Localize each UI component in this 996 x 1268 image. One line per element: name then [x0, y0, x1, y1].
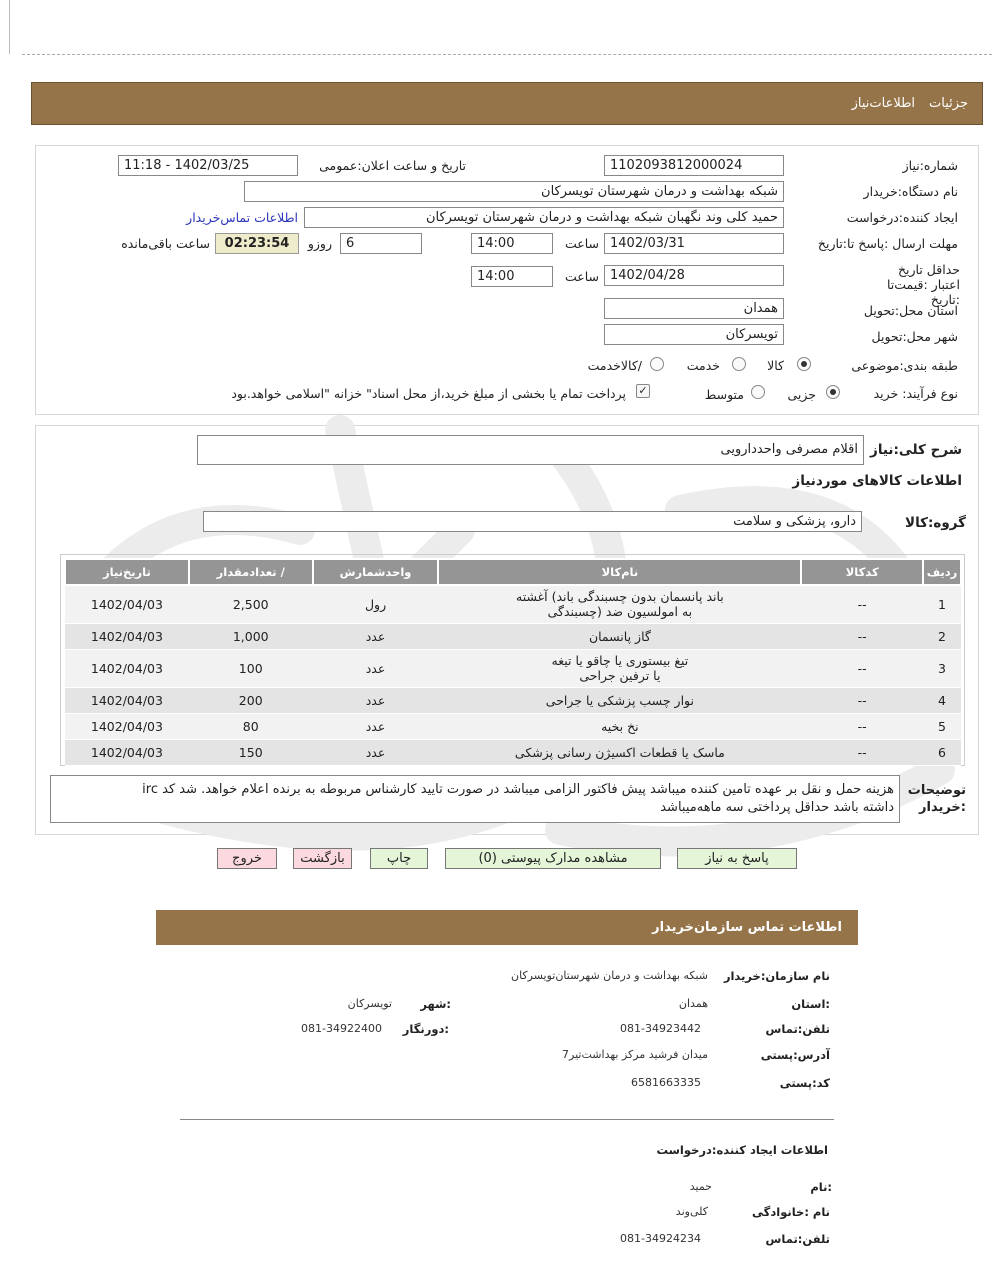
col-unit: واحدشمارش: [313, 559, 439, 585]
treasury-payment-checkbox[interactable]: ✓: [636, 384, 650, 398]
remaining-timer: 02:23:54: [215, 233, 299, 254]
cell-unit: عدد: [313, 623, 439, 649]
table-row: [65, 713, 961, 739]
validity-date-field: 1402/04/28: [604, 265, 784, 286]
cell-date: 1402/04/03: [65, 623, 189, 649]
category-both-label: /کالاخدمت: [587, 358, 642, 373]
table-row: [65, 585, 961, 623]
cell-row: 2: [923, 623, 961, 649]
cell-unit: رول: [313, 585, 439, 623]
creator-name-label: :نام: [810, 1180, 832, 1194]
items-table-header: [65, 559, 961, 585]
cell-name: [438, 649, 801, 687]
creator-name-value: حمید: [689, 1180, 712, 1193]
cell-qty: 150: [189, 739, 313, 765]
cell-row: 4: [923, 687, 961, 713]
category-label: طبقه بندی:موضوعی: [851, 358, 958, 373]
province-label: استان محل:تحویل: [863, 303, 958, 318]
creator-family-value: کلی‌وند: [675, 1205, 708, 1218]
creator-phone-value: 081-34924234: [620, 1232, 701, 1245]
category-both-radio[interactable]: [650, 357, 664, 371]
cell-date: 1402/04/03: [65, 649, 189, 687]
buyer-contact-header: اطلاعات تماس سازمان‌خریدار: [156, 910, 858, 945]
cell-code: --: [801, 713, 923, 739]
contact-org-value: شبکه بهداشت و درمان شهرستان‌تویسرکان: [511, 969, 708, 982]
cell-row: 6: [923, 739, 961, 765]
validity-time-field: 14:00: [471, 266, 553, 287]
contact-org-label: نام سازمان:خریدار: [723, 969, 830, 983]
col-code: کدکالا: [801, 559, 923, 585]
cell-code: --: [801, 623, 923, 649]
table-row: [65, 649, 961, 687]
need-description-field: اقلام مصرفی واحددارویی: [197, 435, 864, 465]
requester-label: ایجاد کننده:درخواست: [846, 210, 958, 225]
creator-info-title: اطلاعات ایجاد کننده:درخواست: [656, 1143, 828, 1157]
city-label: شهر محل:تحویل: [871, 329, 958, 344]
print-button[interactable]: چاپ: [370, 848, 428, 869]
need-number-label: شماره:نیاز: [902, 158, 958, 173]
creator-family-label: نام :خانوادگی: [752, 1205, 830, 1219]
contact-address-label: آدرس:پستی: [760, 1048, 830, 1062]
contact-postal-value: 6581663335: [631, 1076, 701, 1089]
contact-phone-label: تلفن:تماس: [765, 1022, 830, 1036]
city-field: تویسرکان: [604, 324, 784, 345]
need-number-field: 1102093812000024: [604, 155, 784, 176]
days-field: 6: [340, 233, 422, 254]
deadline-time-label: ساعت: [564, 236, 599, 251]
validity-time-label: ساعت: [564, 269, 599, 284]
province-field: همدان: [604, 298, 784, 319]
buyer-notes-line1: هزینه حمل و نقل بر عهده تامین کننده میباشد پیش فاکتور الزامی میباشد در صورت تایید کارشناس مربوطه به برنده اعلام خواهد. شد کد irc: [142, 782, 894, 797]
tab-need-info[interactable]: اطلاعات‌نیاز: [851, 96, 916, 111]
cell-name-line2: به امولسیون ضد (چسبندگی: [547, 604, 693, 620]
goods-group-label: گروه:کالا: [905, 515, 966, 531]
cell-unit: عدد: [313, 687, 439, 713]
deadline-label: مهلت ارسال :پاسخ تا:تاریخ: [817, 236, 958, 251]
buyer-notes-field: [50, 775, 900, 823]
tab-details[interactable]: جزئیات: [929, 96, 968, 111]
remaining-label: ساعت باقی‌مانده: [121, 236, 210, 251]
back-button[interactable]: بازگشت: [293, 848, 352, 869]
cell-name: ماسک یا قطعات اکسیژن رسانی پزشکی: [438, 739, 801, 765]
contact-city-label: :شهر: [420, 997, 451, 1011]
reply-button[interactable]: پاسخ به نیاز: [677, 848, 797, 869]
cell-row: 1: [923, 585, 961, 623]
goods-group-field: دارو، پزشکی و سلامت: [203, 511, 862, 532]
contact-city-value: تویسرکان: [347, 997, 392, 1010]
table-row: [65, 739, 961, 765]
cell-name: نخ بخیه: [438, 713, 801, 739]
col-qty: / تعدادمقدار: [189, 559, 313, 585]
cell-unit: عدد: [313, 713, 439, 739]
cell-qty: 2,500: [189, 585, 313, 623]
requester-field: حمید کلی وند نگهبان شبکه بهداشت و درمان شهرستان تویسرکان: [304, 207, 784, 228]
contact-province-label: :استان: [791, 997, 830, 1011]
cell-unit: عدد: [313, 739, 439, 765]
cell-name-line1: باند پانسمان بدون چسبندگی باند) آغشته: [516, 589, 724, 605]
buyer-contact-link[interactable]: اطلاعات تماس‌خریدار: [186, 210, 298, 225]
validity-label: حداقل تاریخ اعتبار :قیمت‌تا :تاریخ: [886, 262, 960, 307]
cell-code: --: [801, 649, 923, 687]
cell-row: 3: [923, 649, 961, 687]
cell-code: --: [801, 739, 923, 765]
announce-field: 1402/03/25 - 11:18: [118, 155, 298, 176]
cell-qty: 1,000: [189, 623, 313, 649]
exit-button[interactable]: خروج: [217, 848, 277, 869]
deadline-time-field: 14:00: [471, 233, 553, 254]
cell-qty: 100: [189, 649, 313, 687]
buyer-notes-line2: داشته باشد حداقل پرداختی سه ماهه‌میباشد: [660, 800, 894, 815]
cell-name-line2: یا ترفین جراحی: [579, 668, 661, 683]
cell-name: گاز پانسمان: [438, 623, 801, 649]
days-label: روزو: [307, 236, 332, 251]
process-minor-label: جزیی: [787, 387, 816, 402]
category-goods-radio[interactable]: [797, 357, 811, 371]
cell-row: 5: [923, 713, 961, 739]
announce-label: تاریخ و ساعت اعلان:عمومی: [319, 158, 466, 173]
contact-address-value: میدان فرشید مرکز بهداشت‌تیر7: [562, 1048, 708, 1061]
contact-fax-value: 081-34922400: [301, 1022, 382, 1035]
goods-info-title: اطلاعات کالاهای موردنیاز: [792, 473, 962, 489]
cell-date: 1402/04/03: [65, 687, 189, 713]
need-description-label: شرح کلی:نیاز: [870, 442, 962, 458]
cell-date: 1402/04/03: [65, 585, 189, 623]
category-service-label: خدمت: [686, 358, 720, 373]
contact-province-value: همدان: [678, 997, 708, 1010]
treasury-payment-note: پرداخت تمام یا بخشی از مبلغ خرید،از محل اسناد" خزانه "اسلامی خواهد.بود: [231, 386, 626, 401]
creator-phone-label: تلفن:تماس: [765, 1232, 830, 1246]
cell-unit: عدد: [313, 649, 439, 687]
process-label: نوع فرآیند: خرید: [873, 386, 958, 401]
cell-name: نوار چسب پزشکی یا جراحی: [438, 687, 801, 713]
top-divider-vertical: [9, 0, 10, 54]
cell-qty: 200: [189, 687, 313, 713]
table-row: [65, 687, 961, 713]
cell-name: [438, 585, 801, 623]
table-row: [65, 623, 961, 649]
col-row: ردیف: [923, 559, 961, 585]
contact-postal-label: کد:پستی: [779, 1076, 830, 1090]
buyer-org-label: نام دستگاه:خریدار: [863, 184, 958, 199]
cell-date: 1402/04/03: [65, 739, 189, 765]
col-date: تاریخ‌نیاز: [65, 559, 189, 585]
process-medium-radio[interactable]: [751, 385, 765, 399]
cell-code: --: [801, 585, 923, 623]
process-medium-label: متوسط: [704, 387, 744, 402]
attachments-button[interactable]: مشاهده مدارک پیوستی (0): [445, 848, 661, 869]
cell-name-line1: تیغ بیستوری یا چاقو یا تیغه: [551, 653, 689, 668]
cell-qty: 80: [189, 713, 313, 739]
cell-code: --: [801, 687, 923, 713]
category-service-radio[interactable]: [732, 357, 746, 371]
contact-phone-value: 081-34923442: [620, 1022, 701, 1035]
deadline-date-field: 1402/03/31: [604, 233, 784, 254]
category-goods-label: کالا: [767, 358, 784, 373]
contact-divider: [180, 1119, 834, 1120]
col-name: نام‌کالا: [438, 559, 801, 585]
buyer-notes-label: توضیحات :خریدار: [907, 783, 966, 815]
cell-date: 1402/04/03: [65, 713, 189, 739]
contact-fax-label: :دورنگار: [402, 1022, 449, 1036]
items-table: [64, 558, 962, 766]
top-dotted-divider: [22, 54, 992, 55]
page-header-bar: [31, 82, 983, 125]
process-minor-radio[interactable]: [826, 385, 840, 399]
buyer-org-field: شبکه بهداشت و درمان شهرستان تویسرکان: [244, 181, 784, 202]
